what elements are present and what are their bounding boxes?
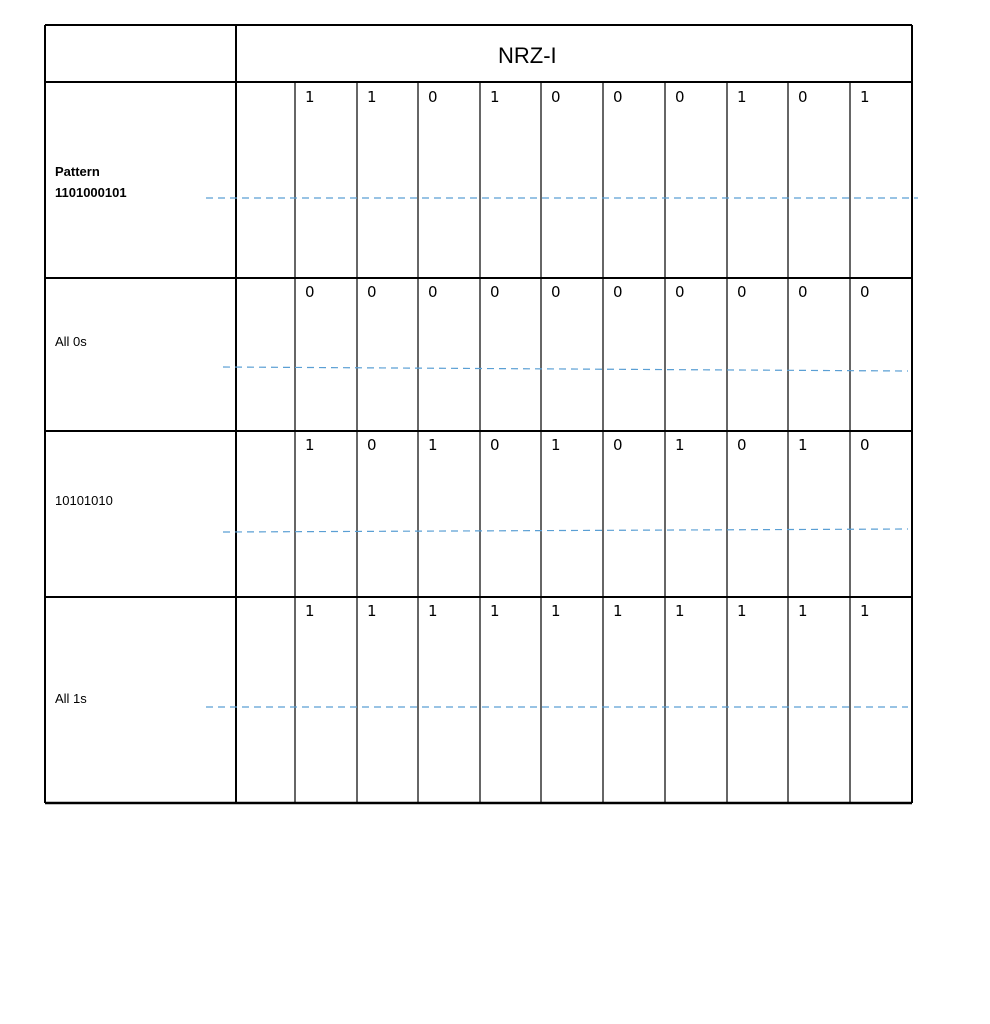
bit-cell-value: 0 [551, 88, 561, 106]
baseline-dashed-3 [223, 529, 908, 532]
bit-cell-value: 0 [305, 283, 315, 301]
bit-cell-value: 0 [613, 88, 623, 106]
bit-cell-value: 1 [737, 602, 747, 620]
bit-cell-value: 0 [428, 88, 438, 106]
bit-cell-value: 1 [305, 88, 315, 106]
bit-cell-value: 1 [675, 602, 685, 620]
bit-cell-value: 1 [305, 602, 315, 620]
bit-cell-value: 0 [675, 88, 685, 106]
bit-cell-value: 0 [490, 436, 500, 454]
bit-cell-value: 1 [798, 436, 808, 454]
row-label-pattern [55, 161, 127, 204]
bit-cell-value: 1 [490, 602, 500, 620]
bit-cell-value: 0 [367, 283, 377, 301]
bit-cell-value: 1 [551, 436, 561, 454]
diagram-title: NRZ-I [498, 43, 557, 68]
bit-cell-value: 0 [675, 283, 685, 301]
bit-cell-value: 0 [737, 283, 747, 301]
row-label-pattern-line1: Pattern [55, 164, 100, 179]
bit-cell-value: 1 [613, 602, 623, 620]
bit-cell-value: 1 [860, 602, 870, 620]
bit-cell-value: 0 [367, 436, 377, 454]
bit-cell-value: 1 [490, 88, 500, 106]
bit-cell-value: 1 [551, 602, 561, 620]
bit-cell-value: 0 [613, 436, 623, 454]
baseline-dashed-2 [223, 367, 908, 371]
bit-cell-value: 0 [551, 283, 561, 301]
bit-cell-value: 1 [305, 436, 315, 454]
bit-cell-value: 1 [675, 436, 685, 454]
bit-cell-value: 1 [428, 602, 438, 620]
bit-cell-value: 1 [367, 602, 377, 620]
bit-cell-value: 1 [798, 602, 808, 620]
row-label-pattern-line2: 1101000101 [55, 185, 127, 201]
row-label-all-0s: All 0s [55, 334, 87, 349]
bit-cell-value: 0 [737, 436, 747, 454]
bit-cell-value: 0 [798, 283, 808, 301]
bit-cell-value: 0 [860, 283, 870, 301]
bit-cell-value: 0 [428, 283, 438, 301]
bit-cell-value: 1 [367, 88, 377, 106]
bit-cell-value: 1 [737, 88, 747, 106]
row-label-10101010: 10101010 [55, 493, 113, 508]
row-label-all-1s: All 1s [55, 691, 87, 706]
bit-cell-value: 1 [428, 436, 438, 454]
bit-cell-value: 0 [613, 283, 623, 301]
bit-cell-value: 1 [860, 88, 870, 106]
bit-cell-value: 0 [798, 88, 808, 106]
bit-cell-value: 0 [490, 283, 500, 301]
bit-cell-value: 0 [860, 436, 870, 454]
